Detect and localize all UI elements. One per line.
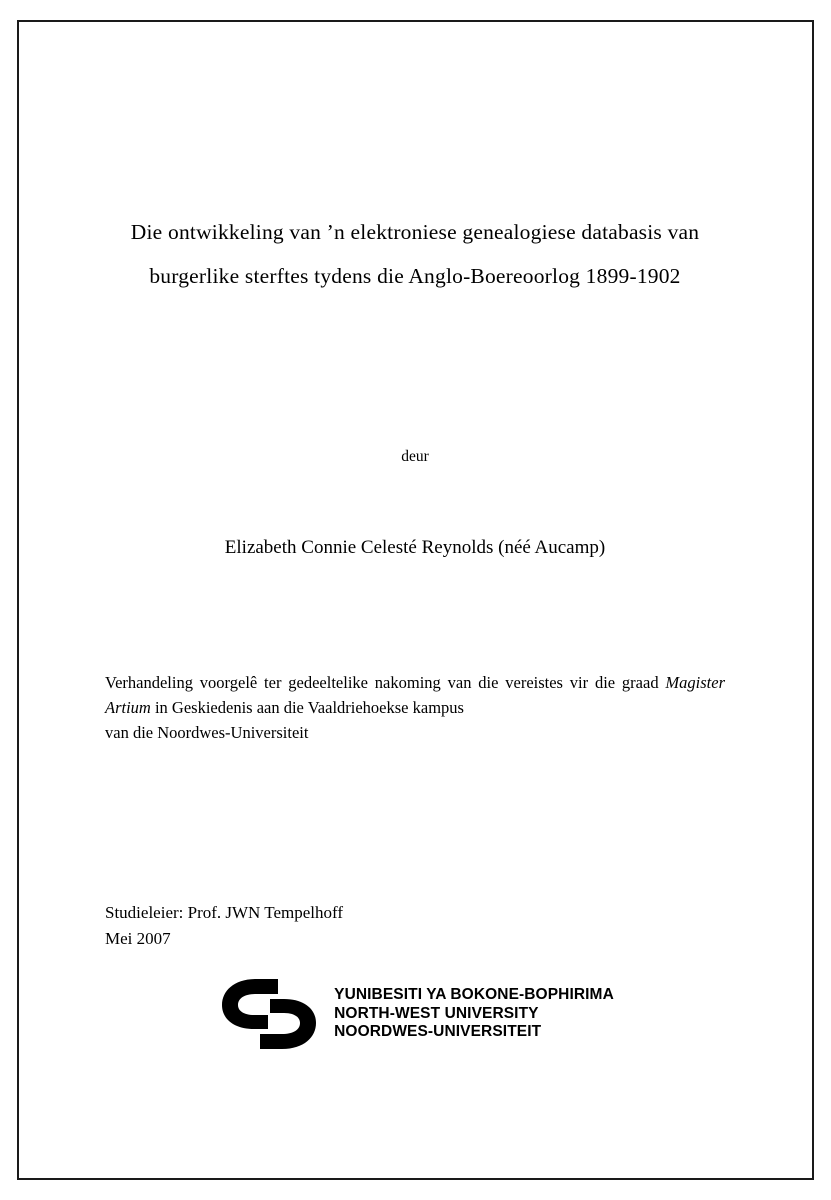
degree-name: Magister Artium: [105, 673, 725, 717]
statement-part-2: in Geskiedenis aan die Vaaldriehoekse kampus: [150, 698, 464, 717]
university-logo-text: [334, 986, 614, 1042]
degree-statement-paragraph: [105, 670, 725, 720]
page-title: [100, 210, 730, 298]
statement-part-3: van die Noordwes-Universiteit: [105, 723, 309, 742]
date-line: Mei 2007: [105, 929, 171, 948]
supervisor-and-date: [105, 900, 725, 952]
north-west-university-logo-icon: [216, 975, 324, 1053]
supervisor-line: Studieleier: Prof. JWN Tempelhoff: [105, 903, 344, 922]
logo-line-1: YUNIBESITI YA BOKONE-BOPHIRIMA: [334, 986, 614, 1004]
logo-line-2: NORTH-WEST UNIVERSITY: [334, 1004, 539, 1022]
title-line-2: burgerlike sterftes tydens die Anglo-Boereoorlog 1899-1902: [149, 264, 681, 288]
title-line-1: Die ontwikkeling van ’n elektroniese genealogiese databasis van: [130, 220, 700, 244]
page-content: [100, 20, 730, 1180]
logo-line-3: NOORDWES-UNIVERSITEIT: [334, 1023, 542, 1041]
statement-part-1: Verhandeling voorgelê ter gedeeltelike nakoming van die vereistes vir die graad: [105, 673, 666, 692]
degree-statement: [105, 670, 725, 745]
by-label: deur: [401, 448, 429, 465]
author-name: Elizabeth Connie Celesté Reynolds (néé Aucamp): [224, 537, 606, 558]
university-logo: [100, 975, 730, 1053]
